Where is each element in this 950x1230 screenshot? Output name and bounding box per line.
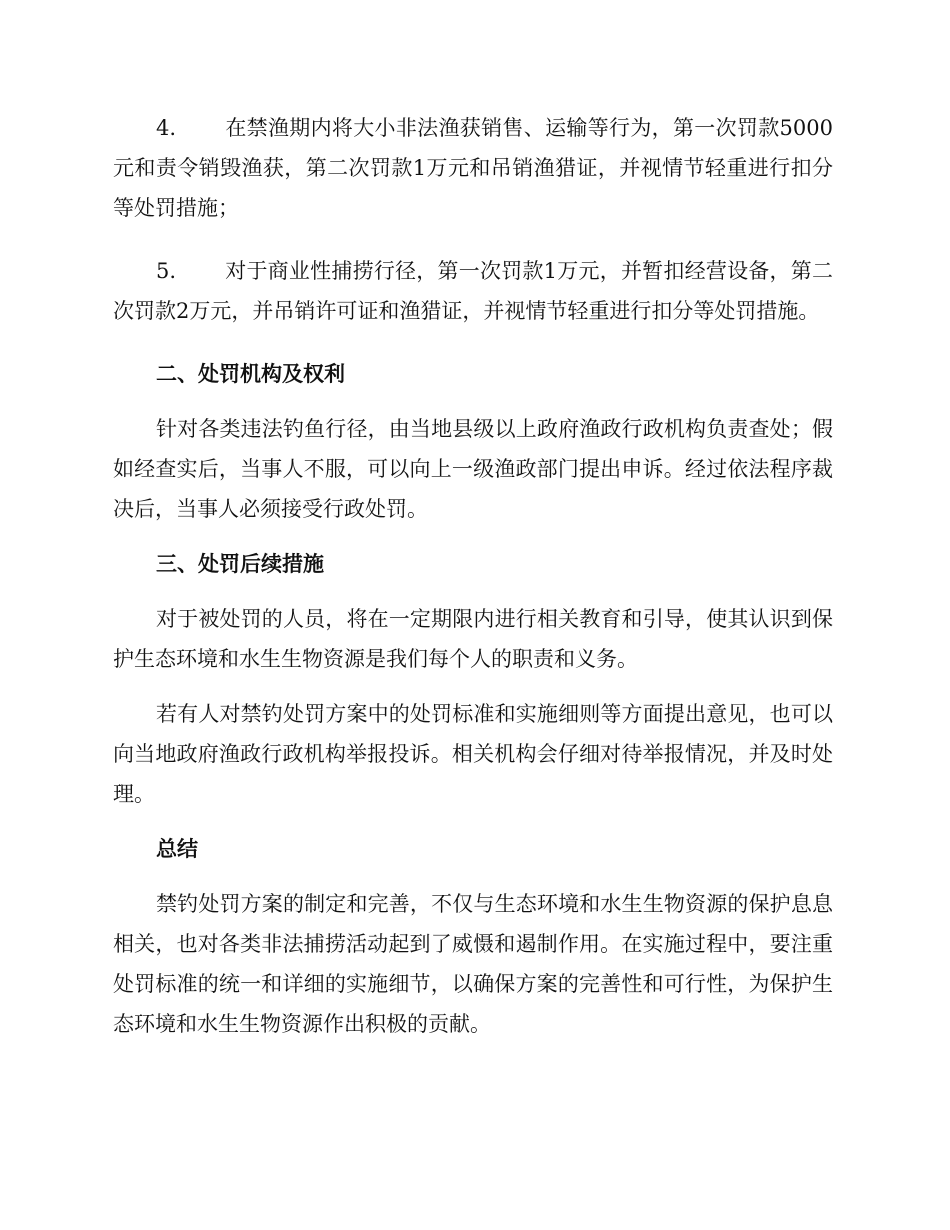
list-item-number: 5. — [156, 259, 177, 283]
section-paragraph: 对于被处罚的人员，将在一定期限内进行相关教育和引导，使其认识到保护生态环境和水生生物资源是我们每个人的职责和义务。 — [113, 607, 833, 671]
section-paragraph: 若有人对禁钓处罚方案中的处罚标准和实施细则等方面提出意见，也可以向当地政府渔政行政机构举报投诉。相关机构会仔细对待举报情况，并及时处理。 — [113, 702, 833, 806]
summary-heading: 总结 — [156, 836, 198, 861]
section-paragraph: 针对各类违法钓鱼行径，由当地县级以上政府渔政行政机构负责查处；假如经查实后，当事人不服，可以向上一级渔政部门提出申诉。经过依法程序裁决后，当事人必须接受行政处罚。 — [113, 417, 833, 521]
list-item — [113, 251, 833, 331]
list-item-number: 4. — [156, 116, 177, 140]
list-item — [113, 108, 833, 228]
summary-paragraph: 禁钓处罚方案的制定和完善，不仅与生态环境和水生生物资源的保护息息相关，也对各类非法捕捞活动起到了威慑和遏制作用。在实施过程中，要注重处罚标准的统一和详细的实施细节，以确保方案的完善性和可行性，为保护生态环境和水生生物资源作出积极的贡献。 — [113, 892, 833, 1036]
section-heading: 二、处罚机构及权利 — [156, 361, 345, 386]
document-page — [113, 108, 833, 1059]
list-item-text: 在禁渔期内将大小非法渔获销售、运输等行为，第一次罚款5000元和责令销毁渔获，第二次罚款1万元和吊销渔猎证，并视情节轻重进行扣分等处罚措施； — [113, 116, 833, 220]
section-heading: 三、处罚后续措施 — [156, 551, 324, 576]
list-item-text: 对于商业性捕捞行径，第一次罚款1万元，并暂扣经营设备，第二次罚款2万元，并吊销许可证和渔猎证，并视情节轻重进行扣分等处罚措施。 — [113, 259, 833, 323]
